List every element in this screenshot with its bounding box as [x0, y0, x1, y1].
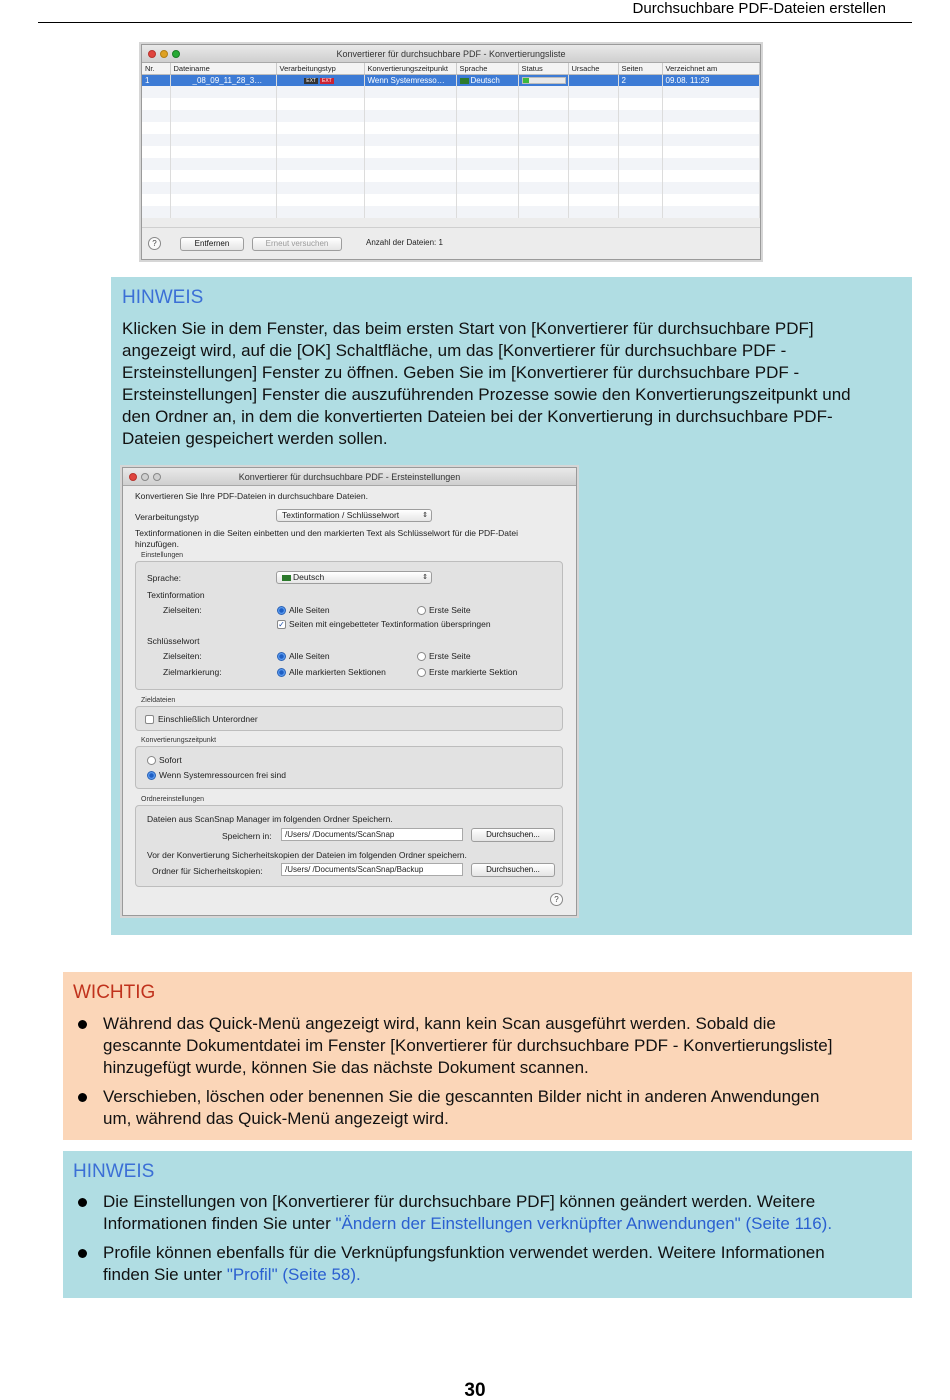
- wichtig-item2-line2: um, während das Quick-Menü angezeigt wird.: [103, 1109, 449, 1128]
- include-subfolders-checkbox[interactable]: [145, 715, 154, 724]
- hinweis2-item1-suffix: .: [827, 1214, 833, 1233]
- conversion-list-titlebar: [142, 45, 760, 63]
- table-header-row: [142, 63, 760, 74]
- table-row-empty: [142, 158, 760, 170]
- close-window-button[interactable]: [129, 473, 137, 481]
- target-files-group-label: Zieldateien: [141, 697, 176, 704]
- settings-group-label: Einstellungen: [141, 552, 184, 559]
- skip-embedded-label: Seiten mit eingebetteter Textinformation überspringen: [289, 619, 491, 629]
- flag-icon: [460, 78, 469, 84]
- textinfo-label: Textinformation: [147, 590, 205, 600]
- hinweis2-item1-prefix: Informationen finden Sie unter: [103, 1214, 336, 1233]
- table-row-empty: [142, 194, 760, 206]
- settings-group: [135, 561, 563, 690]
- column-header[interactable]: Sprache: [456, 63, 518, 74]
- backup-label: Ordner für Sicherheitskopien:: [152, 866, 263, 876]
- column-header[interactable]: Dateiname: [170, 63, 276, 74]
- wichtig-item2-line1: Verschieben, löschen oder benennen Sie die gescannten Bilder nicht in anderen Anwendungen: [103, 1087, 820, 1106]
- settings-title: Konvertierer für durchsuchbare PDF - Ersteinstellungen: [238, 472, 461, 482]
- settings-titlebar: [123, 468, 576, 486]
- cell-nr: 1: [142, 74, 170, 86]
- conversion-list-table: [142, 63, 760, 218]
- wichtig-item1-line1: Während das Quick-Menü angezeigt wird, kann kein Scan ausgeführt werden. Sobald die: [103, 1014, 776, 1033]
- all-marked-label: Alle markierten Sektionen: [289, 667, 386, 677]
- cell-date: 09.08. 11:29: [662, 74, 760, 86]
- processing-type-label: Verarbeitungstyp: [135, 512, 199, 522]
- hinweis-box-2: [63, 1151, 912, 1298]
- hinweis-heading-1: HINWEIS: [122, 287, 204, 308]
- target-files-group: [135, 706, 563, 731]
- save-in-folder-text: Dateien aus ScanSnap Manager im folgenden Ordner Speichern.: [147, 814, 393, 824]
- include-subfolders-label: Einschließlich Unterordner: [158, 714, 258, 724]
- when-idle-radio[interactable]: [147, 771, 156, 780]
- all-marked-radio[interactable]: [277, 668, 286, 677]
- text-info-icon: EXT: [306, 77, 316, 84]
- hinweis2-item1-line1: Die Einstellungen von [Konvertierer für durchsuchbare PDF] können geändert werden. Weitere: [103, 1192, 816, 1211]
- help-button[interactable]: ?: [148, 237, 161, 250]
- textinfo-first-page-radio[interactable]: [417, 606, 426, 615]
- first-marked-label: Erste markierte Sektion: [429, 667, 518, 677]
- table-row-empty: [142, 86, 760, 98]
- hinweis2-item2-line2: [103, 1264, 361, 1286]
- retry-button[interactable]: Erneut versuchen: [252, 237, 342, 251]
- popup-arrows-icon: ⇕: [422, 574, 428, 581]
- close-window-button[interactable]: [148, 50, 156, 58]
- save-in-label: Speichern in:: [222, 831, 272, 841]
- immediately-radio[interactable]: [147, 756, 156, 765]
- keyword-label: Schlüsselwort: [147, 636, 200, 646]
- folders-group: [135, 805, 563, 887]
- timing-group: [135, 746, 563, 789]
- folders-group-label: Ordnereinstellungen: [141, 796, 205, 803]
- processing-description: Textinformationen in die Seiten einbetten und den markierten Text als Schlüsselwort für die PDF-Datei hinzufügen.: [135, 528, 519, 549]
- column-header[interactable]: Verarbeitungstyp: [276, 63, 364, 74]
- conversion-list-window: [141, 44, 761, 260]
- language-text: Deutsch: [470, 75, 500, 85]
- column-header[interactable]: Verzeichnet am: [662, 63, 760, 74]
- browse-save-button[interactable]: Durchsuchen...: [471, 828, 555, 842]
- wichtig-item1-line2: gescannte Dokumentdatei im Fenster [Konvertierer für durchsuchbare PDF - Konvertierungsliste]: [103, 1036, 833, 1055]
- timing-group-label: Konvertierungszeitpunkt: [141, 737, 217, 744]
- hinweis2-item2-line1: Profile können ebenfalls für die Verknüpfungsfunktion verwendet werden. Weitere Informationen: [103, 1243, 825, 1262]
- bullet-icon: [78, 1198, 87, 1207]
- language-select[interactable]: [276, 571, 432, 584]
- minimize-window-button[interactable]: [141, 473, 149, 481]
- language-label: Sprache:: [147, 573, 182, 583]
- textinfo-all-pages-label: Alle Seiten: [289, 605, 330, 615]
- hinweis1-line-5: den Ordner an, in dem die konvertierten Dateien bei der Konvertierung in durchsuchbare PDF-: [122, 407, 833, 426]
- cell-pages: 2: [618, 74, 662, 86]
- keyword-all-pages-label: Alle Seiten: [289, 651, 330, 661]
- bullet-icon: [78, 1093, 87, 1102]
- profile-link[interactable]: "Profil" (Seite 58): [226, 1265, 357, 1284]
- page-number: 30: [464, 1380, 486, 1400]
- first-marked-radio[interactable]: [417, 668, 426, 677]
- hinweis1-line-1: Klicken Sie in dem Fenster, das beim ersten Start von [Konvertierer für durchsuchbare PDF]: [122, 319, 814, 338]
- minimize-window-button[interactable]: [160, 50, 168, 58]
- keyword-all-pages-radio[interactable]: [277, 652, 286, 661]
- conversion-list-footer: [142, 227, 760, 259]
- backup-path-field[interactable]: /Users/ /Documents/ScanSnap/Backup: [281, 863, 463, 876]
- status-progress-bar: [522, 77, 566, 84]
- marking-label: Zielmarkierung:: [163, 667, 222, 677]
- keyword-first-page-radio[interactable]: [417, 652, 426, 661]
- language-select-value: Deutsch: [293, 572, 325, 582]
- backup-text: Vor der Konvertierung Sicherheitskopien der Dateien im folgenden Ordner speichern.: [147, 850, 467, 860]
- header-divider: [38, 22, 912, 23]
- cell-status: [518, 74, 568, 86]
- zoom-window-button[interactable]: [153, 473, 161, 481]
- hinweis2-item1-line2: [103, 1213, 832, 1235]
- hinweis1-line-6: Dateien gespeichert werden sollen.: [122, 429, 388, 448]
- table-row-empty: [142, 146, 760, 158]
- zoom-window-button[interactable]: [172, 50, 180, 58]
- window-controls: [148, 50, 180, 58]
- processing-type-select[interactable]: [276, 509, 432, 522]
- wichtig-heading: WICHTIG: [73, 982, 156, 1003]
- settings-intro: Konvertieren Sie Ihre PDF-Dateien in durchsuchbare Dateien.: [135, 491, 368, 501]
- table-row-empty: [142, 122, 760, 134]
- cell-filename: _08_09_11_28_3…: [170, 74, 276, 86]
- wichtig-box: [63, 972, 912, 1140]
- settings-link[interactable]: "Ändern der Einstellungen verknüpfter Anwendungen" (Seite 116): [335, 1214, 828, 1233]
- cell-cause: [568, 74, 618, 86]
- page-header-title: Durchsuchbare PDF-Dateien erstellen: [632, 0, 886, 17]
- column-header[interactable]: Seiten: [618, 63, 662, 74]
- window-controls: [129, 473, 161, 481]
- popup-arrows-icon: ⇕: [422, 512, 428, 519]
- file-count: Anzahl der Dateien: 1: [366, 238, 443, 247]
- column-header[interactable]: Nr.: [142, 63, 170, 74]
- column-header[interactable]: Status: [518, 63, 568, 74]
- keyword-first-page-label: Erste Seite: [429, 651, 471, 661]
- column-header[interactable]: Konvertierungszeitpunkt: [364, 63, 456, 74]
- textinfo-target-pages-label: Zielseiten:: [163, 605, 202, 615]
- immediately-label: Sofort: [159, 755, 182, 765]
- hinweis2-item2-prefix: finden Sie unter: [103, 1265, 227, 1284]
- flag-icon: [282, 575, 291, 581]
- table-row-empty: [142, 98, 760, 110]
- conversion-list-title: Konvertierer für durchsuchbare PDF - Konvertierungsliste: [336, 49, 566, 59]
- keyword-target-pages-label: Zielseiten:: [163, 651, 202, 661]
- table-row[interactable]: [142, 74, 760, 86]
- bullet-icon: [78, 1249, 87, 1258]
- textinfo-all-pages-radio[interactable]: [277, 606, 286, 615]
- table-row-empty: [142, 170, 760, 182]
- table-row-empty: [142, 134, 760, 146]
- initial-settings-window: [122, 467, 577, 916]
- hinweis1-line-3: Ersteinstellungen] Fenster zu öffnen. Geben Sie im [Konvertierer für durchsuchbare PDF -: [122, 363, 800, 382]
- skip-embedded-checkbox[interactable]: ✓: [278, 620, 285, 629]
- column-header[interactable]: Ursache: [568, 63, 618, 74]
- progress-fill: [523, 78, 529, 83]
- hinweis1-line-2: angezeigt wird, auf die [OK] Schaltfläche, um das [Konvertierer für durchsuchbare PDF -: [122, 341, 787, 360]
- hinweis2-item2-suffix: .: [356, 1265, 361, 1284]
- textinfo-first-page-label: Erste Seite: [429, 605, 471, 615]
- bullet-icon: [78, 1020, 87, 1029]
- keyword-icon: EXT: [322, 77, 332, 84]
- cell-language: [456, 74, 518, 86]
- hinweis1-line-4: Ersteinstellungen] Fenster die auszuführenden Prozesse sowie den Konvertierungszeitpunkt und: [122, 385, 851, 404]
- cell-timing: Wenn Systemresso…: [364, 74, 456, 86]
- table-row-empty: [142, 110, 760, 122]
- table-row-empty: [142, 206, 760, 218]
- help-button[interactable]: ?: [550, 893, 563, 906]
- remove-button[interactable]: Entfernen: [180, 237, 244, 251]
- when-idle-label: Wenn Systemressourcen frei sind: [159, 770, 286, 780]
- table-row-empty: [142, 182, 760, 194]
- save-in-path-field[interactable]: /Users/ /Documents/ScanSnap: [281, 828, 463, 841]
- wichtig-item1-line3: hinzugefügt wurde, können Sie das nächste Dokument scannen.: [103, 1058, 589, 1077]
- hinweis-heading-2: HINWEIS: [73, 1161, 155, 1182]
- processing-type-value: Textinformation / Schlüsselwort: [282, 510, 400, 520]
- browse-backup-button[interactable]: Durchsuchen...: [471, 863, 555, 877]
- cell-processing-type: [276, 74, 364, 86]
